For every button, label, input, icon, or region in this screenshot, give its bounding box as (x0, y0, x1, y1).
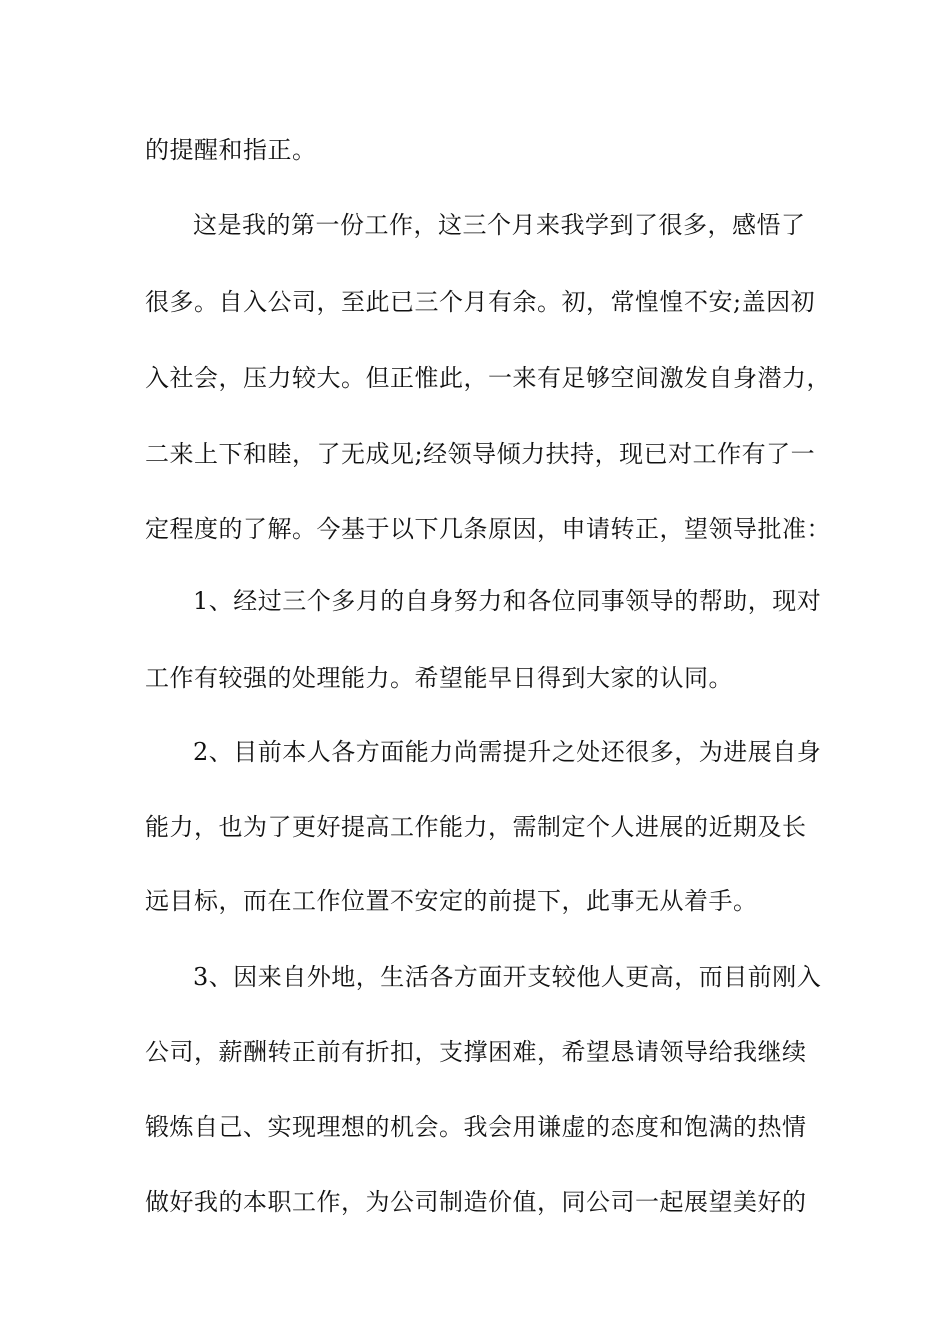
text-line: 很多。自入公司，至此已三个月有余。初，常惶惶不安;盖因初 (145, 288, 816, 316)
text-line: 入社会，压力较大。但正惟此，一来有足够空间激发自身潜力， (145, 364, 831, 392)
text-line: 3、因来自外地，生活各方面开支较他人更高，而目前刚入 (193, 963, 822, 991)
text-line: 1、经过三个多月的自身努力和各位同事领导的帮助，现对 (193, 587, 822, 615)
text-line: 锻炼自己、实现理想的机会。我会用谦虚的态度和饱满的热情 (145, 1113, 807, 1141)
text-line: 二来上下和睦，了无成见;经领导倾力扶持，现已对工作有了一 (145, 440, 816, 468)
text-line: 能力，也为了更好提高工作能力，需制定个人进展的近期及长 (145, 813, 807, 841)
text-line: 的提醒和指正。 (145, 136, 317, 164)
text-line: 这是我的第一份工作，这三个月来我学到了很多，感悟了 (193, 211, 806, 239)
text-line: 工作有较强的处理能力。希望能早日得到大家的认同。 (145, 664, 733, 692)
text-line: 2、目前本人各方面能力尚需提升之处还很多，为进展自身 (193, 738, 822, 766)
text-line: 公司，薪酬转正前有折扣，支撑困难，希望恳请领导给我继续 (145, 1038, 807, 1066)
text-line: 做好我的本职工作，为公司制造价值，同公司一起展望美好的 (145, 1188, 807, 1216)
text-line: 远目标，而在工作位置不安定的前提下，此事无从着手。 (145, 887, 758, 915)
text-line: 定程度的了解。今基于以下几条原因，申请转正，望领导批准： (145, 515, 831, 543)
